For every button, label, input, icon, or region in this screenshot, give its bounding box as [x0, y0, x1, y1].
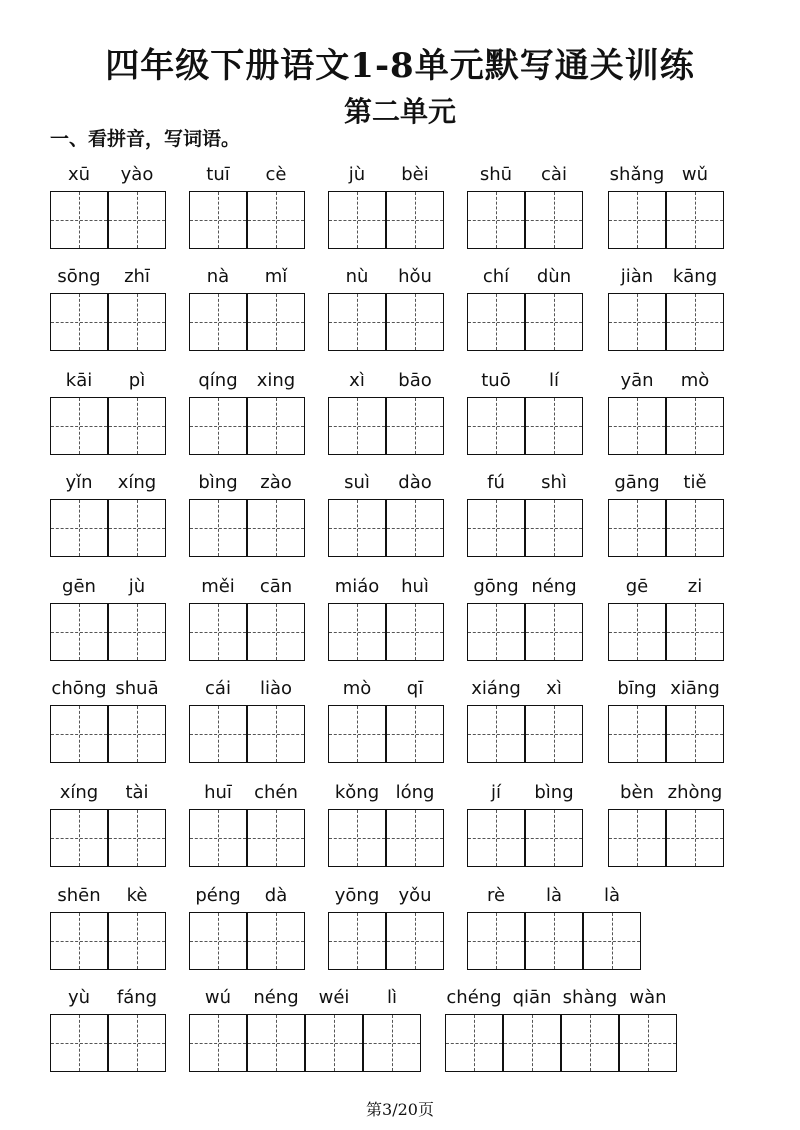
pinyin-line — [328, 781, 444, 805]
writing-box[interactable] — [467, 191, 525, 249]
word-item — [467, 884, 641, 970]
writing-box[interactable] — [50, 809, 108, 867]
pinyin-syllable: chéng — [446, 987, 502, 1008]
pinyin-line — [189, 163, 305, 187]
worksheet-title: 四年级下册语文1-8单元默写通关训练 — [105, 46, 695, 86]
writing-box[interactable] — [525, 397, 583, 455]
pinyin-syllable: cè — [265, 164, 287, 185]
writing-box[interactable] — [503, 1014, 561, 1072]
pinyin-syllable: shū — [479, 164, 513, 185]
pinyin-syllable: qiān — [512, 987, 552, 1008]
word-item — [189, 986, 421, 1072]
pinyin-syllable: wǔ — [681, 164, 709, 185]
writing-box[interactable] — [305, 1014, 363, 1072]
writing-box[interactable] — [467, 603, 525, 661]
pinyin-line — [50, 369, 166, 393]
writing-box[interactable] — [328, 397, 386, 455]
pinyin-syllable: dào — [398, 472, 432, 493]
writing-box[interactable] — [467, 293, 525, 351]
writing-box[interactable] — [108, 397, 166, 455]
word-item — [189, 369, 305, 455]
word-item — [467, 471, 583, 557]
word-item — [608, 781, 724, 867]
writing-box[interactable] — [363, 1014, 421, 1072]
word-item — [467, 369, 583, 455]
writing-box[interactable] — [189, 809, 247, 867]
pinyin-line — [50, 163, 166, 187]
word-item — [328, 575, 444, 661]
pinyin-syllable: cān — [259, 576, 293, 597]
pinyin-line — [467, 575, 583, 599]
pinyin-syllable: yào — [120, 164, 154, 185]
pinyin-syllable: fáng — [116, 987, 158, 1008]
word-item — [50, 575, 166, 661]
pinyin-syllable: jù — [128, 576, 146, 597]
writing-box[interactable] — [328, 809, 386, 867]
writing-box[interactable] — [328, 603, 386, 661]
writing-box[interactable] — [247, 912, 305, 970]
pinyin-line — [328, 471, 444, 495]
pinyin-syllable: xiáng — [471, 678, 521, 699]
pinyin-line — [328, 163, 444, 187]
word-item — [189, 781, 305, 867]
pinyin-syllable: xíng — [117, 472, 157, 493]
writing-box[interactable] — [666, 705, 724, 763]
writing-box[interactable] — [108, 912, 166, 970]
pinyin-syllable: suì — [344, 472, 370, 493]
word-item — [445, 986, 677, 1072]
pinyin-syllable: qī — [406, 678, 424, 699]
word-item — [50, 677, 166, 763]
writing-box[interactable] — [247, 809, 305, 867]
word-item — [189, 575, 305, 661]
writing-box[interactable] — [328, 912, 386, 970]
writing-box[interactable] — [666, 397, 724, 455]
writing-box[interactable] — [386, 191, 444, 249]
writing-box[interactable] — [108, 603, 166, 661]
writing-box[interactable] — [328, 499, 386, 557]
word-item — [608, 163, 724, 249]
writing-box[interactable] — [247, 293, 305, 351]
pinyin-line — [328, 265, 444, 289]
pinyin-line — [189, 677, 305, 701]
writing-box[interactable] — [50, 191, 108, 249]
pinyin-syllable: jù — [348, 164, 366, 185]
pinyin-syllable: lóng — [395, 782, 435, 803]
pinyin-syllable: chí — [482, 266, 510, 287]
section-heading: 一、看拼音，写词语。 — [50, 128, 241, 150]
word-item — [608, 369, 724, 455]
writing-box[interactable] — [666, 293, 724, 351]
pinyin-line — [50, 884, 166, 908]
pinyin-syllable: bèi — [401, 164, 429, 185]
pinyin-line — [467, 163, 583, 187]
pinyin-syllable: bèn — [620, 782, 654, 803]
writing-box[interactable] — [608, 397, 666, 455]
word-item — [189, 884, 305, 970]
pinyin-syllable: mǐ — [264, 266, 288, 287]
pinyin-syllable: xì — [546, 678, 562, 699]
writing-box[interactable] — [189, 293, 247, 351]
writing-box[interactable] — [608, 191, 666, 249]
pinyin-syllable: shì — [541, 472, 567, 493]
writing-box[interactable] — [386, 705, 444, 763]
pinyin-syllable: chōng — [51, 678, 107, 699]
pinyin-syllable: zi — [687, 576, 703, 597]
pinyin-syllable: là — [603, 885, 621, 906]
writing-box[interactable] — [608, 293, 666, 351]
page-number: 第3/20页 — [366, 1100, 434, 1119]
writing-box[interactable] — [386, 293, 444, 351]
writing-box[interactable] — [50, 912, 108, 970]
pinyin-syllable: bìng — [534, 782, 574, 803]
pinyin-syllable: pì — [128, 370, 146, 391]
pinyin-syllable: wú — [204, 987, 232, 1008]
pinyin-syllable: měi — [201, 576, 235, 597]
pinyin-syllable: xing — [256, 370, 296, 391]
pinyin-syllable: gē — [625, 576, 649, 597]
pinyin-line — [467, 677, 583, 701]
writing-box[interactable] — [108, 191, 166, 249]
pinyin-syllable: hǒu — [398, 266, 432, 287]
pinyin-line — [467, 781, 583, 805]
word-item — [467, 163, 583, 249]
word-item — [328, 471, 444, 557]
word-item — [467, 781, 583, 867]
pinyin-syllable: bìng — [198, 472, 238, 493]
writing-box[interactable] — [608, 499, 666, 557]
writing-box[interactable] — [525, 499, 583, 557]
writing-box[interactable] — [666, 499, 724, 557]
writing-box[interactable] — [666, 809, 724, 867]
writing-box[interactable] — [50, 397, 108, 455]
writing-box[interactable] — [525, 191, 583, 249]
pinyin-syllable: tài — [125, 782, 149, 803]
pinyin-syllable: fú — [487, 472, 505, 493]
pinyin-syllable: xū — [67, 164, 91, 185]
pinyin-line — [50, 265, 166, 289]
writing-box[interactable] — [619, 1014, 677, 1072]
word-item — [608, 677, 724, 763]
pinyin-line — [189, 884, 305, 908]
pinyin-syllable: zhòng — [667, 782, 723, 803]
pinyin-line — [50, 471, 166, 495]
writing-box[interactable] — [608, 705, 666, 763]
pinyin-syllable: zhī — [124, 266, 150, 287]
writing-box[interactable] — [328, 293, 386, 351]
pinyin-syllable: lí — [548, 370, 559, 391]
pinyin-line — [328, 369, 444, 393]
pinyin-syllable: dùn — [536, 266, 572, 287]
writing-box[interactable] — [108, 809, 166, 867]
pinyin-syllable: nù — [345, 266, 369, 287]
pinyin-syllable: liào — [259, 678, 293, 699]
pinyin-syllable: mò — [680, 370, 710, 391]
word-item — [328, 369, 444, 455]
word-item — [50, 163, 166, 249]
writing-box[interactable] — [189, 397, 247, 455]
writing-box[interactable] — [467, 705, 525, 763]
pinyin-syllable: zào — [260, 472, 292, 493]
pinyin-syllable: mò — [342, 678, 372, 699]
pinyin-syllable: xiāng — [670, 678, 720, 699]
pinyin-line — [467, 265, 583, 289]
pinyin-line — [189, 781, 305, 805]
writing-box[interactable] — [189, 603, 247, 661]
pinyin-syllable: shàng — [562, 987, 618, 1008]
writing-box[interactable] — [189, 912, 247, 970]
pinyin-syllable: tuī — [206, 164, 230, 185]
word-item — [328, 163, 444, 249]
pinyin-syllable: péng — [195, 885, 241, 906]
pinyin-syllable: sōng — [57, 266, 101, 287]
writing-box[interactable] — [108, 1014, 166, 1072]
pinyin-line — [608, 265, 724, 289]
pinyin-syllable: nà — [206, 266, 230, 287]
pinyin-line — [608, 575, 724, 599]
writing-box[interactable] — [386, 809, 444, 867]
writing-box[interactable] — [189, 499, 247, 557]
pinyin-line — [608, 163, 724, 187]
pinyin-syllable: shǎng — [609, 164, 665, 185]
pinyin-line — [50, 986, 166, 1010]
writing-box[interactable] — [247, 603, 305, 661]
pinyin-syllable: bīng — [617, 678, 657, 699]
pinyin-syllable: kāng — [672, 266, 718, 287]
writing-box[interactable] — [247, 1014, 305, 1072]
writing-box[interactable] — [50, 293, 108, 351]
word-item — [50, 471, 166, 557]
pinyin-syllable: wàn — [629, 987, 667, 1008]
pinyin-syllable: kǒng — [334, 782, 380, 803]
writing-box[interactable] — [467, 499, 525, 557]
word-item — [50, 781, 166, 867]
word-item — [328, 781, 444, 867]
word-item — [189, 163, 305, 249]
pinyin-syllable: jiàn — [620, 266, 654, 287]
writing-box[interactable] — [386, 603, 444, 661]
pinyin-syllable: yān — [620, 370, 654, 391]
pinyin-syllable: yǐn — [65, 472, 93, 493]
pinyin-syllable: gōng — [473, 576, 519, 597]
pinyin-syllable: bāo — [398, 370, 432, 391]
pinyin-line — [328, 677, 444, 701]
pinyin-line — [189, 986, 421, 1010]
pinyin-syllable: miáo — [334, 576, 380, 597]
word-item — [608, 265, 724, 351]
writing-box[interactable] — [189, 191, 247, 249]
pinyin-syllable: wéi — [318, 987, 350, 1008]
pinyin-syllable: gēn — [62, 576, 96, 597]
pinyin-line — [467, 884, 641, 908]
word-item — [328, 265, 444, 351]
writing-box[interactable] — [467, 912, 525, 970]
writing-box[interactable] — [386, 912, 444, 970]
word-item — [50, 369, 166, 455]
writing-box[interactable] — [525, 603, 583, 661]
pinyin-line — [608, 471, 724, 495]
writing-box[interactable] — [189, 1014, 247, 1072]
writing-box[interactable] — [386, 397, 444, 455]
word-item — [608, 575, 724, 661]
word-item — [189, 471, 305, 557]
word-item — [328, 884, 444, 970]
pinyin-line — [189, 575, 305, 599]
pinyin-line — [445, 986, 677, 1010]
writing-box[interactable] — [50, 499, 108, 557]
writing-box[interactable] — [467, 809, 525, 867]
writing-box[interactable] — [525, 912, 583, 970]
pinyin-syllable: huī — [204, 782, 232, 803]
pinyin-syllable: tiě — [683, 472, 707, 493]
word-item — [50, 986, 166, 1072]
writing-box[interactable] — [108, 293, 166, 351]
word-item — [189, 265, 305, 351]
pinyin-syllable: tuō — [481, 370, 511, 391]
writing-box[interactable] — [189, 705, 247, 763]
pinyin-line — [328, 575, 444, 599]
writing-box[interactable] — [50, 705, 108, 763]
writing-box[interactable] — [108, 499, 166, 557]
pinyin-syllable: néng — [253, 987, 299, 1008]
pinyin-syllable: néng — [531, 576, 577, 597]
pinyin-line — [189, 369, 305, 393]
writing-box[interactable] — [608, 809, 666, 867]
pinyin-syllable: shēn — [57, 885, 101, 906]
pinyin-line — [608, 781, 724, 805]
writing-box[interactable] — [50, 1014, 108, 1072]
writing-box[interactable] — [525, 809, 583, 867]
pinyin-line — [467, 471, 583, 495]
writing-box[interactable] — [525, 705, 583, 763]
pinyin-syllable: cái — [205, 678, 231, 699]
pinyin-line — [189, 471, 305, 495]
pinyin-syllable: xì — [349, 370, 365, 391]
pinyin-syllable: kāi — [65, 370, 93, 391]
pinyin-line — [189, 265, 305, 289]
pinyin-syllable: yōng — [334, 885, 380, 906]
writing-box[interactable] — [666, 603, 724, 661]
writing-box[interactable] — [445, 1014, 503, 1072]
pinyin-syllable: shuā — [115, 678, 159, 699]
pinyin-syllable: xíng — [59, 782, 99, 803]
unit-subtitle: 第二单元 — [343, 95, 456, 128]
writing-box[interactable] — [608, 603, 666, 661]
pinyin-syllable: rè — [486, 885, 506, 906]
pinyin-syllable: jí — [490, 782, 501, 803]
pinyin-syllable: dà — [264, 885, 288, 906]
pinyin-syllable: chén — [254, 782, 298, 803]
pinyin-line — [50, 575, 166, 599]
writing-box[interactable] — [328, 705, 386, 763]
writing-box[interactable] — [247, 191, 305, 249]
pinyin-syllable: là — [545, 885, 563, 906]
pinyin-line — [328, 884, 444, 908]
pinyin-line — [467, 369, 583, 393]
word-item — [189, 677, 305, 763]
writing-box[interactable] — [247, 705, 305, 763]
word-item — [50, 884, 166, 970]
word-item — [50, 265, 166, 351]
word-item — [328, 677, 444, 763]
word-item — [608, 471, 724, 557]
pinyin-syllable: lì — [386, 987, 397, 1008]
writing-box[interactable] — [108, 705, 166, 763]
pinyin-line — [608, 677, 724, 701]
pinyin-syllable: huì — [401, 576, 429, 597]
pinyin-line — [50, 677, 166, 701]
word-item — [467, 677, 583, 763]
pinyin-line — [50, 781, 166, 805]
writing-box[interactable] — [386, 499, 444, 557]
pinyin-syllable: kè — [126, 885, 148, 906]
word-item — [467, 265, 583, 351]
writing-box[interactable] — [328, 191, 386, 249]
pinyin-syllable: gāng — [614, 472, 660, 493]
writing-box[interactable] — [467, 397, 525, 455]
writing-box[interactable] — [561, 1014, 619, 1072]
word-item — [467, 575, 583, 661]
writing-box[interactable] — [583, 912, 641, 970]
pinyin-syllable: yǒu — [398, 885, 432, 906]
pinyin-syllable: yù — [67, 987, 91, 1008]
writing-box[interactable] — [50, 603, 108, 661]
pinyin-syllable: qíng — [198, 370, 238, 391]
writing-box[interactable] — [666, 191, 724, 249]
pinyin-syllable: cài — [541, 164, 567, 185]
writing-box[interactable] — [525, 293, 583, 351]
writing-box[interactable] — [247, 499, 305, 557]
pinyin-line — [608, 369, 724, 393]
writing-box[interactable] — [247, 397, 305, 455]
